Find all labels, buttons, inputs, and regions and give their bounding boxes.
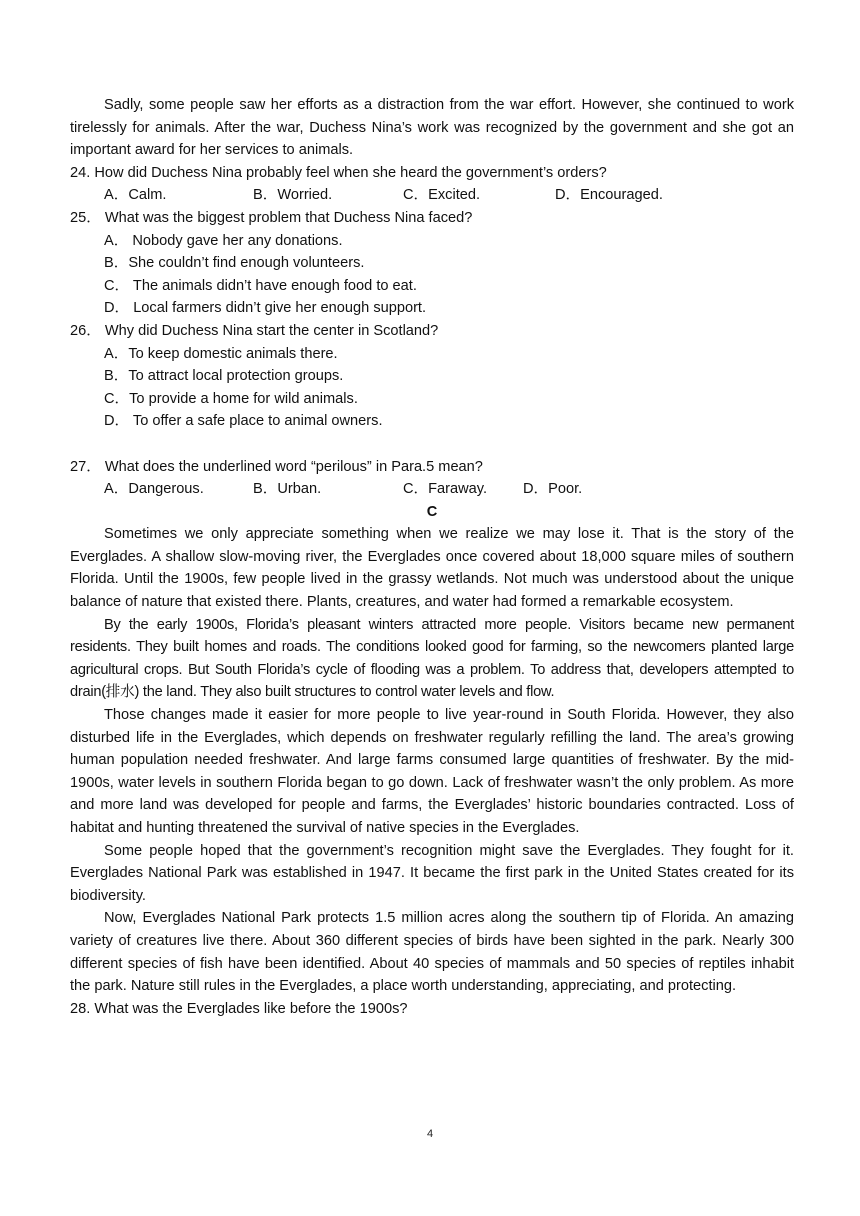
q27-option-d: D．Poor. <box>523 481 583 498</box>
section-title: C <box>426 503 438 520</box>
intro-paragraph: Sadly, some people saw her efforts as a distraction from the war effort. However, she continued to work tirelessly for animals. After the war, Duchess Nina’s work was recognized by the government and she got an important award for her services to animals. <box>70 97 794 159</box>
q27-option-b: B．Urban. <box>253 481 322 498</box>
question-26: 26． Why did Duchess Nina start the center in Scotland? <box>70 322 439 339</box>
q27-option-c: C．Faraway. <box>403 481 488 498</box>
q25-option-c: C． The animals didn’t have enough food to eat. <box>104 277 417 294</box>
q26-option-a: A．To keep domestic animals there. <box>104 345 338 362</box>
passage-paragraph-3: Those changes made it easier for more people to live year-round in South Florida. However, they also disturbed life in the Everglades, which depends on freshwater regularly refilling the land. The area’s growing human population needed freshwater. And large farms consumed large quantities of freshwater. By the mid-1900s, water levels in southern Florida began to go down. Lack of freshwater wasn’t the only problem. As more and more land was developed for people and farms, the Everglades’ historic boundaries contracted. Loss of habitat and hunting threatened the survival of native species in the Everglades. <box>70 707 794 836</box>
question-27: 27． What does the underlined word “perilous” in Para.5 mean? <box>70 458 483 475</box>
blank-line <box>70 433 794 456</box>
passage-paragraph-4: Some people hoped that the government’s recognition might save the Everglades. They fought for it. Everglades National Park was established in 1947. It became the first park in the United States created for its biodiversity. <box>70 842 794 904</box>
question-25: 25． What was the biggest problem that Duchess Nina faced? <box>70 209 473 226</box>
question-27-options <box>104 478 794 501</box>
q24-option-c: C．Excited. <box>403 187 481 204</box>
q27-option-a: A．Dangerous. <box>104 481 204 498</box>
question-28: 28. What was the Everglades like before the 1900s? <box>70 1000 408 1017</box>
passage-paragraph-2: By the early 1900s, Florida’s pleasant winters attracted more people. Visitors became new permanent residents. They built homes and roads. The conditions looked good for farming, so the newcomers planted large agricultural crops. But South Florida’s cycle of flooding was a problem. To address that, developers attempted to drain(排水) the land. They also built structures to control water levels and flow. <box>70 616 794 701</box>
passage-paragraph-5: Now, Everglades National Park protects 1.5 million acres along the southern tip of Florida. An amazing variety of creatures live there. About 360 different species of birds have been sighted in the park. Nearly 300 different species of fish have been identified. About 40 species of mammals and 50 species of reptiles inhabit the park. Nature still rules in the Everglades, a place worth understanding, appreciating, and protecting. <box>70 910 794 995</box>
q24-option-b: B．Worried. <box>253 187 333 204</box>
q26-option-c: C．To provide a home for wild animals. <box>104 390 358 407</box>
question-24: 24. How did Duchess Nina probably feel when she heard the government’s orders? <box>70 164 607 181</box>
q26-option-b: B．To attract local protection groups. <box>104 368 344 385</box>
question-24-options <box>104 184 794 207</box>
q24-option-d: D．Encouraged. <box>555 187 663 204</box>
q26-option-d: D． To offer a safe place to animal owners. <box>104 413 383 430</box>
document-page <box>70 94 794 1020</box>
q25-option-a: A． Nobody gave her any donations. <box>104 232 343 249</box>
q25-option-b: B．She couldn’t find enough volunteers. <box>104 255 365 272</box>
passage-paragraph-1: Sometimes we only appreciate something when we realize we may lose it. That is the story of the Everglades. A shallow slow-moving river, the Everglades once covered about 18,000 square miles of southern Florida. Until the 1900s, few people lived in the grassy wetlands. Not much was understood about the unique balance of nature that existed there. Plants, creatures, and water had formed a remarkable ecosystem. <box>70 526 794 611</box>
page-number: 4 <box>426 1128 434 1140</box>
q24-option-a: A．Calm. <box>104 187 167 204</box>
q25-option-d: D． Local farmers didn’t give her enough support. <box>104 300 427 317</box>
